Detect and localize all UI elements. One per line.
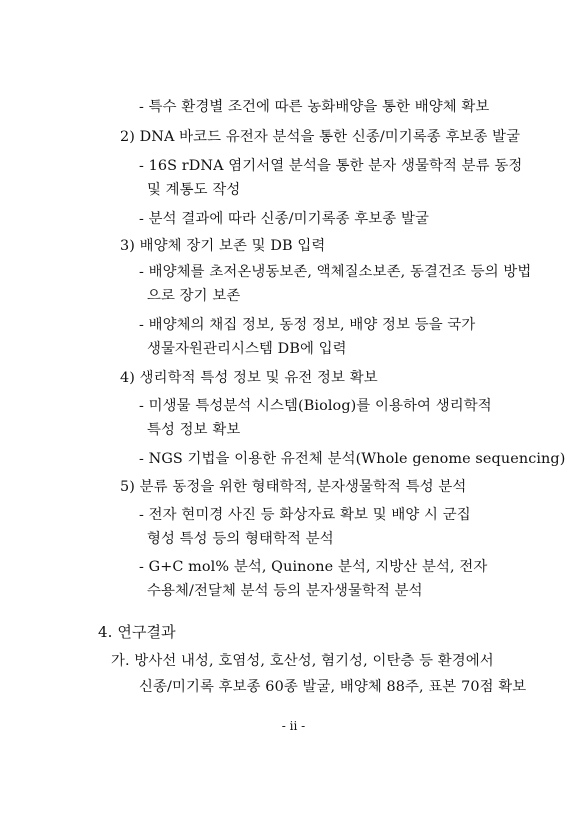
text-line: 5) 분류 동정을 위한 형태학적, 분자생물학적 특성 분석 [120,479,467,495]
text-line: - 배양체를 초저온냉동보존, 액체질소보존, 동결건조 등의 방법 [139,264,532,280]
section-heading: 4. 연구결과 [98,623,176,641]
text-line: 가. 방사선 내성, 호염성, 호산성, 혐기성, 이탄층 등 환경에서 [111,653,494,669]
text-line: 3) 배양체 장기 보존 및 DB 입력 [120,238,326,254]
text-line: - 특수 환경별 조건에 따른 농화배양을 통한 배양체 확보 [139,99,490,115]
text-line: - 16S rDNA 염기서열 분석을 통한 분자 생물학적 분류 동정 [139,158,523,174]
text-line: - 미생물 특성분석 시스템(Biolog)를 이용하여 생리학적 [139,398,492,414]
text-line: - 전자 현미경 사진 등 화상자료 확보 및 배양 시 군집 [139,507,471,523]
page-number: - ii - [281,719,306,733]
text-line: 4) 생리학적 특성 정보 및 유전 정보 확보 [120,370,378,386]
text-line: 특성 정보 확보 [147,422,241,438]
text-line: 2) DNA 바코드 유전자 분석을 통한 신종/미기록종 후보종 발굴 [120,129,521,145]
text-line: 형성 특성 등의 형태학적 분석 [147,531,334,547]
text-line: - NGS 기법을 이용한 유전체 분석(Whole genome sequencing) [139,451,566,467]
text-line: 신종/미기록 후보종 60종 발굴, 배양체 88주, 표본 70점 확보 [139,679,527,695]
text-line: - G+C mol% 분석, Quinone 분석, 지방산 분석, 전자 [139,559,488,575]
text-line: 으로 장기 보존 [147,288,241,304]
text-line: - 배양체의 채집 정보, 동정 정보, 배양 정보 등을 국가 [139,317,476,333]
text-line: - 분석 결과에 따라 신종/미기록종 후보종 발굴 [139,211,429,227]
text-line: 수용체/전달체 분석 등의 분자생물학적 분석 [147,583,423,599]
text-line: 및 계통도 작성 [147,182,241,198]
text-line: 생물자원관리시스템 DB에 입력 [147,341,347,357]
